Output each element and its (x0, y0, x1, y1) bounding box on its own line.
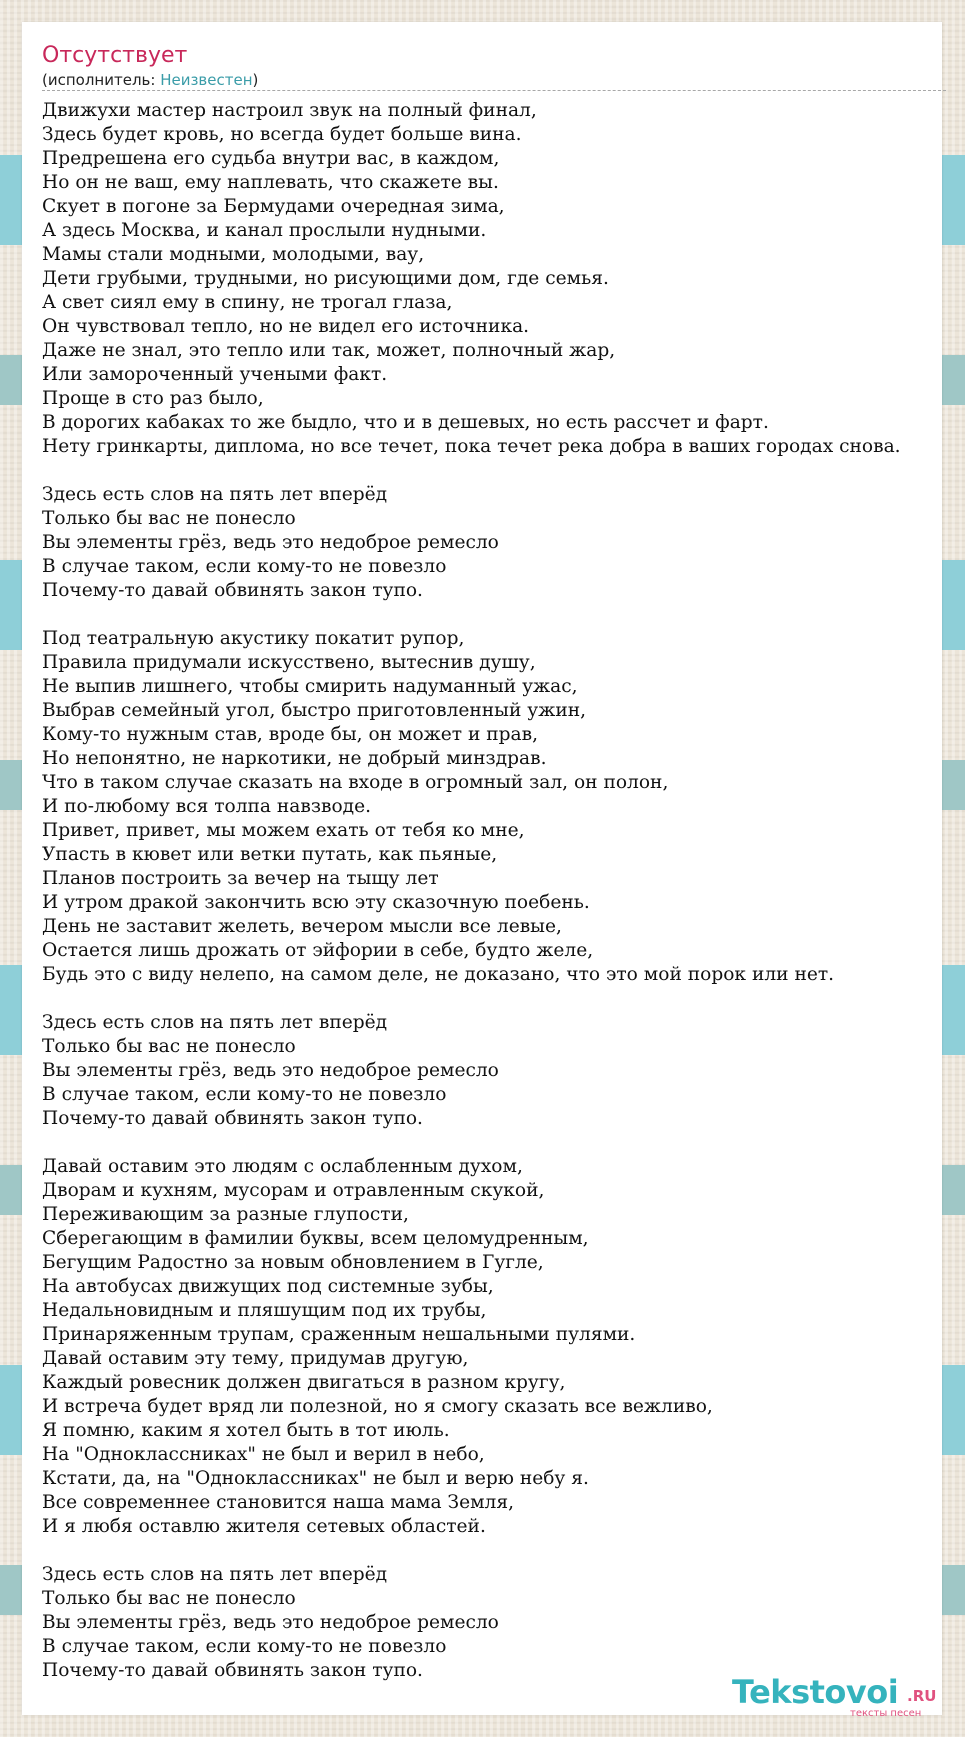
artist-suffix: ) (252, 71, 259, 89)
artist-link[interactable]: Неизвестен (160, 71, 253, 89)
title-divider (42, 90, 946, 91)
logo-tld: .RU (907, 1687, 937, 1705)
logo-tagline: тексты песен (850, 1708, 922, 1719)
song-title: Отсутствует (42, 43, 188, 68)
artist-line (42, 70, 258, 90)
artist-prefix: (исполнитель: (42, 71, 161, 89)
lyrics-card (22, 22, 942, 1715)
site-logo[interactable] (732, 1673, 942, 1719)
lyrics-text: Движухи мастер настроил звук на полный финал, Здесь будет кровь, но всегда будет больше вина. Предрешена его судьба внутри вас, в каждом, Но он не ваш, ему наплевать, что скажете вы. Скует в погоне за Бермудами очередная зима, А здесь Москва, и канал прослыли нудными. Мамы стали модными, молодыми, вау, Дети грубыми, трудными, но рисующими дом, где семья. А свет сиял ему в спину, не трогал глаза, Он чувствовал тепло, но не видел его источника. Даже не знал, это тепло или так, может, полночный жар, Или замороченный учеными факт. Проще в сто раз было, В дорогих кабаках то же быдло, что и в дешевых, но есть рассчет и фарт. Нету гринкарты, диплома, но все течет, пока течет река добра в ваших городах снова. Здесь есть слов на пять лет вперёд Только бы вас не понесло Вы элементы грёз, ведь это недоброе ремесло В случае таком, если кому-то не повезло Почему-то давай обвинять закон тупо. Под театральную акустику покатит рупор, Правила придумали искусствено, вытеснив душу, Не выпив лишнего, чтобы смирить надуманный ужас, Выбрав семейный угол, быстро приготовленный ужин, Кому-то нужным став, вроде бы, он может и прав, Но непонятно, не наркотики, не добрый минздрав. Что в таком случае сказать на входе в огромный зал, он полон, И по-любому вся толпа навзводе. Привет, привет, мы можем ехать от тебя ко мне, Упасть в кювет или ветки путать, как пьяные, Планов построить за вечер на тыщу лет И утром дракой закончить всю эту сказочную поебень. День не заставит желеть, вечером мысли все левые, Остается лишь дрожать от эйфории в себе, будто желе, Будь это с виду нелепо, на самом деле, не доказано, что это мой порок или нет. Здесь есть слов на пять лет вперёд Только бы вас не понесло Вы элементы грёз, ведь это недоброе ремесло В случае таком, если кому-то не повезло Почему-то давай обвинять закон тупо. Давай оставим это людям с ослабленным духом, Дворам и кухням, мусорам и отравленным скукой, Переживающим за разные глупости, Сберегающим в фамилии буквы, всем целомудренным, Бегущим Радостно за новым обновлением в Гугле, На автобусах движущих под системные зубы, Недальновидным и пляшущим под их трубы, Принаряженным трупам, сраженным нешальными пулями. Давай оставим эту тему, придумав другую, Каждый ровесник должен двигаться в разном кругу, И встреча будет вряд ли полезной, но я смогу сказать все вежливо, Я помню, каким я хотел быть в тот июль. На "Одноклассниках" не был и верил в небо, Кстати, да, на "Одноклассниках" не был и верю небу я. Все современнее становится наша мама Земля, И я любя оставлю жителя сетевых областей. Здесь есть слов на пять лет вперёд Только бы вас не понесло Вы элементы грёз, ведь это недоброе ремесло В случае таком, если кому-то не повезло Почему-то давай обвинять закон тупо. (42, 100, 901, 1681)
logo-wordmark: Tekstovoi (732, 1673, 899, 1711)
